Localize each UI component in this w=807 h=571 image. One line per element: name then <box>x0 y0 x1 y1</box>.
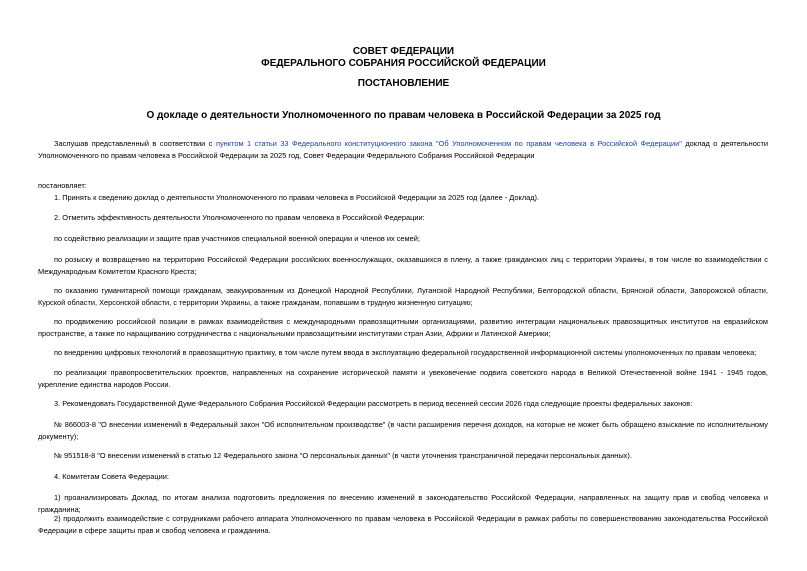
item-4-sub-2: 2) продолжить взаимодействие с сотрудниками рабочего аппарата Уполномоченного по правам человека в Российской Федерации в рамках работы по совершенствованию законодательства Российской Федерации в сфере защиты прав и свобод человека и гражданина. <box>38 514 768 535</box>
org-line-1: СОВЕТ ФЕДЕРАЦИИ <box>352 46 455 57</box>
org-line-2: ФЕДЕРАЛЬНОГО СОБРАНИЯ РОССИЙСКОЙ ФЕДЕРАЦИИ <box>261 58 546 69</box>
item-2-sub-3: по оказанию гуманитарной помощи гражданам, эвакуированным из Донецкой Народной Республики, Луганской Народной Республики, Белгородской области, Брянской области, Запорожской области, Курской области, Херсонской области, с территории Украины, а также гражданам, попавшим в трудную жизненную ситуацию; <box>38 286 768 307</box>
doc-title: О докладе о деятельности Уполномоченного по правам человека в Российской Федерации за 2025 год <box>146 110 661 121</box>
item-2-sub-2: по розыску и возвращению на территорию Российской Федерации российских военнослужащих, оказавшихся в плену, а также гражданских лиц с территории Украины, в том числе во взаимодействии с Международным Комитетом Красного Креста; <box>38 255 768 276</box>
item-2-sub-6: по реализации правопросветительских проектов, направленных на сохранение исторической памяти и увековечение подвига советского народа в Великой Отечественной войне 1941 - 1945 годов, укрепление единства народов России. <box>38 368 768 389</box>
item-3-bill-2: № 951518-8 "О внесении изменений в статью 12 Федерального закона "О персональных данных" (в части уточнения трансграничной передачи персональных данных). <box>54 451 632 460</box>
item-4-sub-1: 1) проанализировать Доклад, по итогам анализа подготовить предложения по внесению изменений в законодательство Российской Федерации, направленных на защиту прав и свобод человека и гражданина; <box>38 493 768 514</box>
item-2-sub-1: по содействию реализации и защите прав участников специальной военной операции и членов их семей; <box>54 234 420 243</box>
item-2: 2. Отметить эффективность деятельности Уполномоченного по правам человека в Российской Федерации: <box>54 213 425 222</box>
item-3-bill-1: № 866003-8 "О внесении изменений в Федеральный закон "Об исполнительном производстве" (в части расширения перечня доходов, на которые не может быть обращено взыскание по исполнительному документу); <box>38 420 768 441</box>
resolves-line: постановляет: <box>38 181 87 190</box>
doc-type: ПОСТАНОВЛЕНИЕ <box>357 78 450 89</box>
intro-paragraph <box>38 138 768 162</box>
intro-prefix: Заслушав представленный в соответствии с <box>54 139 216 148</box>
intro-suffix: доклад о деятельности Уполномоченного по правам человека в Российской Федерации за 2025 год, Совет Федерации Федерального Собрания Российской Федерации <box>38 139 769 160</box>
item-2-sub-4: по продвижению российской позиции в рамках взаимодействия с международными правозащитными организациями, развитию интеграции национальных правозащитных институтов на евразийском пространстве, а также по наращиванию сотрудничества с национальными правозащитными институтами стран Азии, Африки и Латинской Америки; <box>38 317 768 338</box>
item-1: 1. Принять к сведению доклад о деятельности Уполномоченного по правам человека в Российской Федерации за 2025 год (далее - Доклад). <box>54 193 540 202</box>
item-2-sub-5: по внедрению цифровых технологий в правозащитную практику, в том числе путем ввода в эксплуатацию федеральной государственной информационной системы уполномоченных по правам человека; <box>54 348 757 357</box>
law-link[interactable]: пунктом 1 статьи 33 Федерального конституционного закона "Об Уполномоченном по правам человека в Российской Федерации" <box>215 139 682 148</box>
item-4: 4. Комитетам Совета Федерации: <box>54 472 169 481</box>
item-3: 3. Рекомендовать Государственной Думе Федерального Собрания Российской Федерации рассмотреть в период весенней сессии 2026 года следующие проекты федеральных законов: <box>54 399 693 408</box>
